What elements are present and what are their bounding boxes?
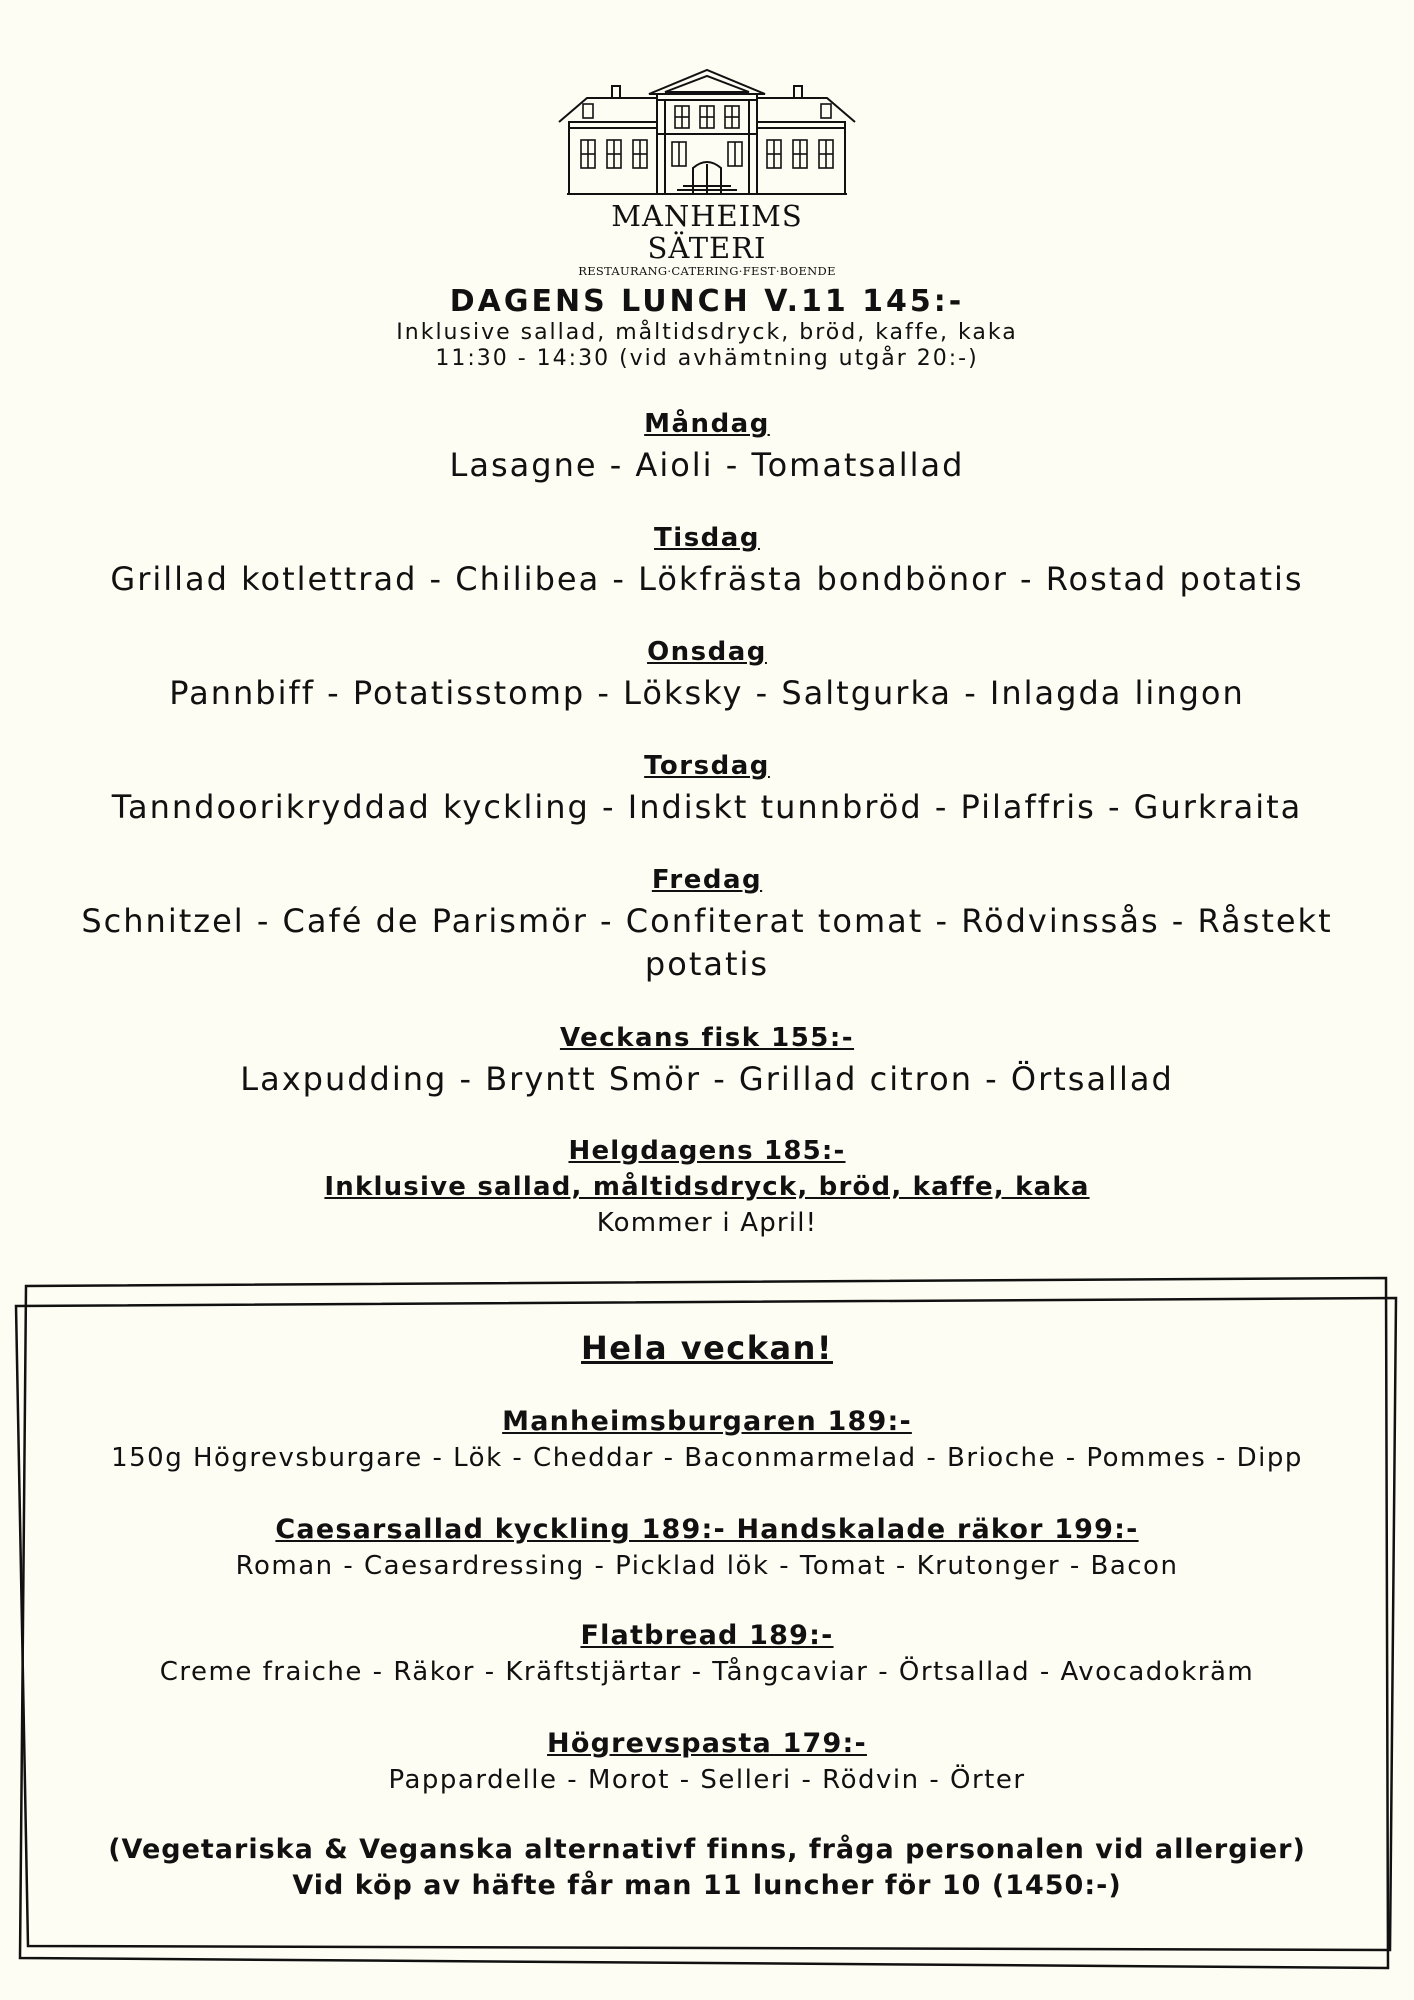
- punch-card-note: Vid köp av häfte får man 11 luncher för 10 (1450:-): [292, 1870, 1122, 1901]
- day-dish-monday: Lasagne - Aioli - Tomatsallad: [449, 446, 965, 484]
- fish-heading: Veckans fisk 155:-: [559, 1023, 855, 1053]
- weekend-includes: Inklusive sallad, måltidsdryck, bröd, kaffe, kaka: [324, 1172, 1090, 1202]
- allergy-note: (Vegetariska & Veganska alternativf finns, fråga personalen vid allergier): [108, 1834, 1306, 1865]
- burger-heading: Manheimsburgaren 189:-: [502, 1406, 912, 1437]
- day-dish-wednesday: Pannbiff - Potatisstomp - Löksky - Saltgurka - Inlagda lingon: [169, 674, 1245, 712]
- burger-desc: 150g Högrevsburgare - Lök - Cheddar - Baconmarmelad - Brioche - Pommes - Dipp: [111, 1443, 1303, 1473]
- pasta-desc: Pappardelle - Morot - Selleri - Rödvin - Örter: [388, 1765, 1026, 1795]
- day-heading-tuesday: Tisdag: [654, 523, 760, 553]
- lunch-includes: Inklusive sallad, måltidsdryck, bröd, kaffe, kaka: [396, 320, 1018, 345]
- weekend-note: Kommer i April!: [596, 1208, 818, 1238]
- lunch-title: DAGENS LUNCH V.11 145:-: [449, 284, 965, 319]
- caesar-desc: Roman - Caesardressing - Picklad lök - Tomat - Krutonger - Bacon: [235, 1551, 1179, 1581]
- caesar-heading: Caesarsallad kyckling 189:- Handskalade räkor 199:-: [275, 1514, 1139, 1545]
- manor-house-icon: [557, 68, 857, 198]
- logo: [547, 68, 867, 278]
- fish-dish: Laxpudding - Bryntt Smör - Grillad citron - Örtsallad: [240, 1060, 1174, 1098]
- day-dish-tuesday: Grillad kotlettrad - Chilibea - Lökfrästa bondbönor - Rostad potatis: [110, 560, 1304, 598]
- lunch-hours: 11:30 - 14:30 (vid avhämtning utgår 20:-): [435, 346, 979, 371]
- week-box-title: Hela veckan!: [581, 1329, 833, 1367]
- day-dish-thursday: Tanndoorikryddad kyckling - Indiskt tunnbröd - Pilaffris - Gurkraita: [111, 788, 1303, 826]
- day-heading-thursday: Torsdag: [644, 751, 770, 781]
- day-heading-wednesday: Onsdag: [647, 637, 767, 667]
- day-dish-friday-line2: potatis: [644, 945, 770, 983]
- flatbread-heading: Flatbread 189:-: [580, 1620, 834, 1651]
- day-heading-monday: Måndag: [644, 409, 770, 439]
- weekend-heading: Helgdagens 185:-: [568, 1136, 846, 1166]
- flatbread-desc: Creme fraiche - Räkor - Kräftstjärtar - Tångcaviar - Örtsallad - Avocadokräm: [159, 1657, 1255, 1687]
- pasta-heading: Högrevspasta 179:-: [547, 1728, 867, 1759]
- brand-tagline: RESTAURANG·CATERING·FEST·BOENDE: [578, 264, 836, 278]
- day-dish-friday: Schnitzel - Café de Parismör - Confiterat tomat - Rödvinssås - Råstekt: [81, 902, 1333, 940]
- day-heading-friday: Fredag: [651, 865, 763, 895]
- brand-name: MANHEIMS SÄTERI: [611, 199, 803, 265]
